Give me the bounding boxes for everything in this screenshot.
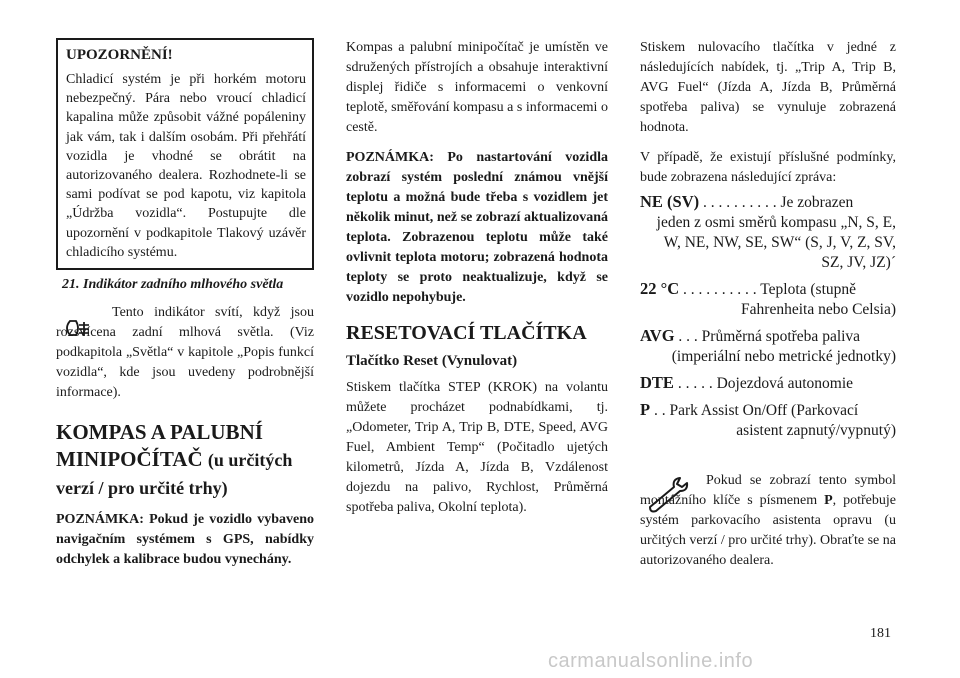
- page-number: 181: [870, 626, 891, 641]
- warning-text: Chladicí systém je při horkém motoru nebezpečný. Pára nebo vroucí chladicí kapalina může způsobit vážné popáleniny jak vám, tak i dalším osobám. Při přehřátí vozidla je vhodné se obrátit na autorizovaného dealera. Rozhodnete-li se sami podívat se pod kapotu, viz kapitola „Údržba vozidla“. Postupujte dle upozornění v podkapitole Tlakový uzávěr chladicího systému.: [66, 72, 306, 260]
- message-key: 22 °C: [640, 279, 680, 298]
- compass-intro-text: Kompas a palubní minipočítač je umístěn ve sdružených přístrojích a obsahuje interaktivní displej řidiče s informacemi o venkovní teplotě, směřování kompasu a s informacemi o cestě.: [346, 40, 608, 135]
- message-desc: Dojezdová autonomie: [716, 375, 854, 392]
- rear-fog-light-icon: [62, 313, 102, 343]
- message-item: AVG . . . Průměrná spotřeba paliva (imperiální nebo metrické jednotky): [640, 326, 896, 365]
- note-temperature: POZNÁMKA: Po nastartování vozidla zobrazí systém poslední známou vnější teplotu a možná bude třeba s vozidlem jet několik minut, než se zobrazí aktualizovaná teplota. Zobrazenou teplotu může také ovlivnit teplota motoru; zobrazená hodnota teploty se proto neaktualizuje, když se vozidlo nepohybuje.: [346, 150, 608, 305]
- reset-button-text: Stiskem tlačítka STEP (KROK) na volantu můžete procházet podnabídkami, tj. „Odometer, Trip A, Trip B, DTE, Speed, AVG Fuel, Ambient Temp“ (Počitadlo ujetých kilometrů, Jízda A, Jízda B, Vzdálenost dojezdu na palivo, Rychlost, Průměrná spotřeba paliva, Okolní teplota).: [346, 380, 608, 515]
- message-key: AVG: [640, 326, 675, 345]
- message-desc: Je zobrazen: [780, 194, 854, 211]
- message-desc-rest: asistent zapnutý/vypnutý): [736, 422, 896, 439]
- fog-indicator-text: Tento indikátor svítí, když jsou rozsvícena zadní mlhová světla. (Viz podkapitola „Světla“ v kapitole „Popis funkcí vozidla“, kde jsou uvedeny podrobnější informace).: [56, 305, 314, 401]
- wrench-section: [640, 471, 896, 571]
- message-key: P: [640, 400, 651, 419]
- message-item: P . . Park Assist On/Off (Parkovací asistent zapnutý/vypnutý): [640, 400, 896, 439]
- message-key: NE (SV): [640, 192, 700, 211]
- message-desc: Průměrná spotřeba paliva: [701, 328, 861, 345]
- message-list: [640, 192, 896, 441]
- column-right: [640, 38, 896, 571]
- reset-trip-text: Stiskem nulovacího tlačítka v jedné z následujících nabídek, tj. „Trip A, Trip B, AVG Fuel“ (Jízda A, Jízda B, Průměrná spotřeba paliva) se vynuluje zobrazená hodnota.: [640, 40, 896, 135]
- column-middle: [346, 38, 608, 518]
- wrench-icon: [644, 475, 692, 515]
- note-gps: POZNÁMKA: Pokud je vozidlo vybaveno navigačním systémem s GPS, nabídky odchylek a kalibrace budou vynechány.: [56, 512, 314, 568]
- message-item: NE (SV) . . . . . . . . . . Je zobrazen jeden z osmi směrů kompasu „N, S, E, W, NE, NW, SE, SW“ (S, J, V, Z, SV, SZ, JV, JZ)´: [640, 192, 896, 271]
- warning-title: UPOZORNĚNÍ!: [66, 47, 173, 63]
- message-desc-rest: (imperiální nebo metrické jednotky): [671, 348, 896, 365]
- figure-caption-21: 21. Indikátor zadního mlhového světla: [62, 277, 284, 293]
- wrench-text: Pokud se zobrazí tento symbol montážního klíče s písmenem P, potřebuje systém parkovacího asistenta opravu (u určitých verzí / pro určité trhy). Obraťte se na autorizovaného dealera.: [640, 473, 896, 568]
- message-desc-rest: jeden z osmi směrů kompasu „N, S, E, W, NE, NW, SE, SW“ (S, J, V, Z, SV, SZ, JV, JZ)´: [656, 214, 896, 271]
- heading-reset-buttons: RESETOVACÍ TLAČÍTKA: [346, 322, 587, 344]
- message-desc: Park Assist On/Off (Parkovací: [669, 402, 859, 419]
- messages-intro-text: V případě, že existují příslušné podmínky, bude zobrazena následující zpráva:: [640, 150, 896, 185]
- message-item: 22 °C . . . . . . . . . . Teplota (stupně Fahrenheita nebo Celsia): [640, 279, 896, 318]
- heading-compass-sub: (u určitých verzí / pro určité trhy): [56, 450, 293, 499]
- subheading-reset-button: Tlačítko Reset (Vynulovat): [346, 353, 518, 369]
- fog-indicator-section: [56, 303, 314, 403]
- heading-compass-main: KOMPAS A PALUBNÍ MINIPOČÍTAČ: [56, 420, 263, 472]
- heading-compass: [56, 419, 314, 502]
- message-key: DTE: [640, 373, 674, 392]
- message-desc: Teplota (stupně: [760, 281, 857, 298]
- message-item: DTE . . . . . Dojezdová autonomie: [640, 373, 854, 392]
- wrench-letter: P: [824, 493, 833, 508]
- column-left: [56, 38, 314, 570]
- message-desc-rest: Fahrenheita nebo Celsia): [741, 301, 896, 318]
- watermark: carmanualsonline.info: [548, 650, 754, 672]
- warning-box: [56, 38, 314, 270]
